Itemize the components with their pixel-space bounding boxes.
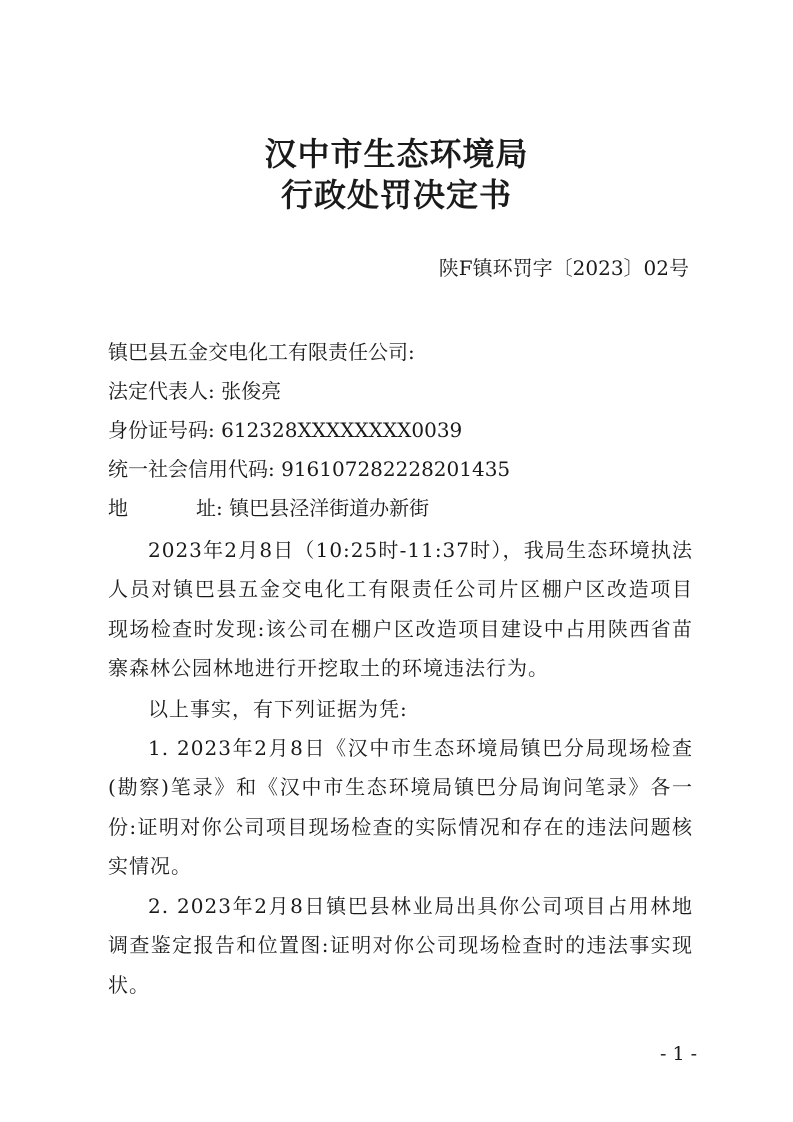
address-label-part1: 地 [108, 496, 128, 520]
address-row [108, 494, 429, 522]
id-value: 612328XXXXXXXX0039 [221, 418, 463, 442]
document-number: 陕F镇环罚字〔2023〕02号 [438, 256, 689, 280]
credit-code-value: 916107282228201435 [281, 457, 511, 481]
body-paragraph-evidence-intro: 以上事实，有下列证据为凭: [148, 697, 408, 721]
address-value: 镇巴县泾洋街道办新街 [229, 496, 430, 520]
document-title-line1: 汉中市生态环境局 [264, 135, 529, 173]
page-number: - 1 - [659, 1043, 697, 1065]
document-title-line2: 行政处罚决定书 [280, 176, 512, 214]
legal-representative-row [108, 377, 281, 405]
body-paragraph-evidence-1: 1. 2023年2月8日《汉中市生态环境局镇巴分局现场检查(勘察)笔录》和《汉中市生态环境局镇巴分局询问笔录》各一份:证明对你公司项目现场检查的实际情况和存在的违法问题核实情况。 [108, 736, 693, 879]
body-paragraph-evidence-2: 2. 2023年2月8日镇巴县林业局出具你公司项目占用林地调查鉴定报告和位置图:证明对你公司现场检查时的违法事实现状。 [108, 894, 693, 997]
credit-code-row [108, 455, 510, 483]
legal-rep-name: 张俊亮 [221, 379, 282, 403]
body-paragraph-facts: 2023年2月8日（10:25时-11:37时），我局生态环境执法人员对镇巴县五金交电化工有限责任公司片区棚户区改造项目现场检查时发现:该公司在棚户区改造项目建设中占用陕西省苗寨森林公园林地进行开挖取土的环境违法行为。 [108, 538, 693, 681]
id-number-row [108, 416, 462, 444]
legal-rep-label: 法定代表人: [108, 379, 215, 403]
credit-code-label: 统一社会信用代码: [108, 457, 275, 481]
id-label: 身份证号码: [108, 418, 215, 442]
address-label-part2: 址: [196, 496, 223, 520]
party-company: 镇巴县五金交电化工有限责任公司: [108, 340, 415, 364]
